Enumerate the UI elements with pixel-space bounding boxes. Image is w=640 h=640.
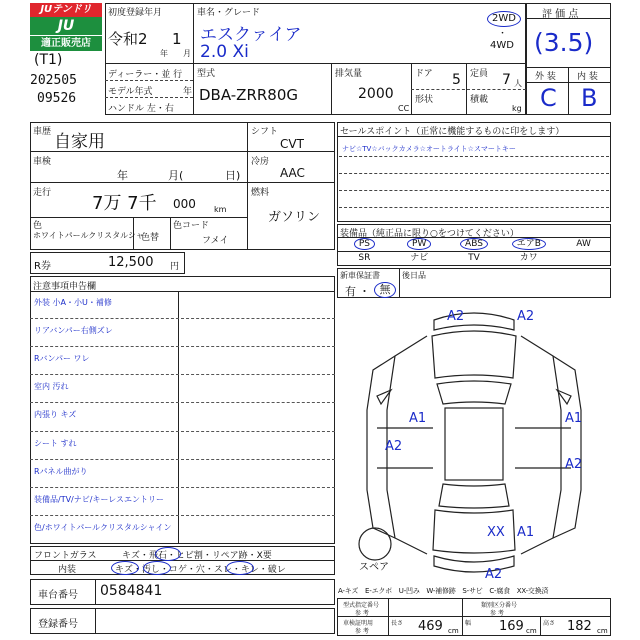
equipment-item: ナビ bbox=[410, 253, 429, 263]
eval-score: (3.5) bbox=[534, 28, 594, 57]
car-grade: 2.0 Xi bbox=[200, 42, 249, 62]
equipment-item: カワ bbox=[519, 253, 538, 263]
damage-mark: A1 bbox=[409, 411, 427, 426]
first-reg-month: 1 bbox=[172, 30, 182, 48]
ju-logo: JU bbox=[30, 17, 102, 35]
spare-label: スペア bbox=[359, 562, 389, 573]
front-glass-mark bbox=[155, 547, 181, 561]
height-value: 182 bbox=[567, 619, 592, 634]
cert-label: 車検証明用 bbox=[343, 620, 374, 627]
equipment-title: 装備品（純正品に限り○をつけてください） bbox=[340, 229, 519, 239]
damage-mark: A1 bbox=[565, 411, 583, 426]
equipment-item: TV bbox=[468, 253, 480, 263]
damage-mark: A2 bbox=[517, 309, 535, 324]
cert-ref: 参 考 bbox=[355, 628, 369, 635]
ac-value: AAC bbox=[280, 166, 305, 180]
damage-legend: A-キズ E-エクボ U-凹み W-補修跡 S-サビ C-腐食 XX-交換済 bbox=[338, 587, 549, 595]
month-mark: 月 bbox=[183, 49, 191, 58]
interior-mark-3 bbox=[226, 561, 254, 575]
first-reg-era: 令和2 bbox=[108, 30, 148, 48]
dealer-label: 適正販売店 bbox=[30, 35, 102, 51]
type-label: 型式 bbox=[197, 69, 216, 79]
chassis-label: 車台番号 bbox=[38, 590, 78, 601]
inspection-label: 車検 bbox=[33, 157, 52, 167]
door-label: ドア bbox=[415, 69, 433, 79]
interior-grade: B bbox=[581, 84, 598, 112]
note-line: Rバンパー ワレ bbox=[30, 347, 335, 375]
drive-4wd: 4WD bbox=[490, 40, 514, 51]
length-unit: cm bbox=[448, 627, 459, 635]
height-label: 高さ bbox=[543, 620, 556, 627]
model-number-label: 型式指定番号 bbox=[343, 602, 380, 609]
equipment-item: AW bbox=[576, 239, 591, 249]
capacity-label: 定員 bbox=[470, 69, 489, 79]
km-label: km bbox=[214, 205, 227, 214]
color-value: ホワイトパールクリスタルシャ bbox=[33, 231, 144, 240]
r-ticket-unit: 円 bbox=[170, 262, 180, 272]
color-code-value: フメイ bbox=[202, 236, 229, 246]
brand-logo-top: JUテンドリ bbox=[30, 3, 102, 17]
r-ticket-label: R券 bbox=[34, 261, 51, 272]
mileage-value: 7万 7千 bbox=[92, 193, 157, 214]
exterior-grade: C bbox=[540, 84, 557, 112]
ac-label: 冷房 bbox=[251, 157, 270, 167]
manual-label: 後日品 bbox=[402, 271, 426, 280]
notes-lines bbox=[30, 291, 335, 544]
inspection-day: 日) bbox=[225, 169, 241, 182]
usage-label: 車歴 bbox=[33, 127, 52, 137]
r-ticket-value: 12,500 bbox=[108, 255, 154, 270]
selling-points-title: セールスポイント（正常に機能するものに印をします） bbox=[340, 127, 565, 137]
equipment-item: PS bbox=[337, 238, 392, 251]
damage-mark: A2 bbox=[447, 309, 465, 324]
load-label: 積載 bbox=[470, 95, 489, 105]
equipment-item: ABS bbox=[447, 238, 502, 251]
length-value: 469 bbox=[418, 619, 443, 634]
kg-label: kg bbox=[512, 104, 522, 113]
interior-mark-1 bbox=[111, 561, 139, 575]
dealer-label: ディーラー・並 行 bbox=[108, 70, 183, 80]
chassis-value: 0584841 bbox=[100, 583, 163, 599]
displacement-value: 2000 bbox=[358, 86, 394, 102]
interior-label: 内 装 bbox=[577, 72, 598, 82]
interior-row-text: キズ・汚し・コゲ・穴・スレ・キレ・破レ bbox=[115, 565, 286, 575]
class-number-ref: 参 考 bbox=[490, 610, 504, 617]
width-value: 169 bbox=[499, 619, 524, 634]
width-unit: cm bbox=[526, 627, 537, 635]
equipment-row-1 bbox=[337, 238, 611, 251]
first-reg-label: 初度登録年月 bbox=[108, 8, 163, 18]
front-glass-text: キズ・飛石・ヒビ割・リペア跡・X要 bbox=[122, 551, 272, 561]
header-box bbox=[105, 3, 526, 115]
type-value: DBA-ZRR80G bbox=[199, 86, 299, 104]
interior-mark-2 bbox=[143, 561, 171, 575]
equipment-item-empty bbox=[556, 252, 611, 266]
damage-mark: A1 bbox=[517, 525, 535, 540]
lot-number-1: 202505 bbox=[30, 73, 77, 88]
car-name-label: 車名・グレード bbox=[197, 8, 261, 18]
selling-points-text: ナビ☆TV☆バックカメラ☆オートライト☆スマートキー bbox=[342, 145, 516, 153]
note-line: シート すれ bbox=[30, 432, 335, 460]
drive-dot: ・ bbox=[498, 29, 508, 39]
reg-label: 登録番号 bbox=[38, 619, 78, 630]
damage-mark: XX bbox=[487, 525, 505, 540]
displacement-label: 排気量 bbox=[335, 69, 363, 79]
year-mark: 年 bbox=[160, 49, 168, 58]
color-code-label: 色コード bbox=[173, 221, 210, 231]
interior-row-label: 内装 bbox=[58, 565, 77, 575]
equipment-item: PW bbox=[392, 238, 447, 251]
shift-label: シフト bbox=[251, 127, 279, 137]
car-name: エスクァイア bbox=[200, 25, 302, 45]
fuel-value: ガソリン bbox=[268, 210, 321, 225]
damage-mark: A2 bbox=[565, 457, 583, 472]
equipment-item: エアB bbox=[501, 238, 556, 251]
length-label: 長さ bbox=[391, 620, 404, 627]
eval-label: 評 価 点 bbox=[542, 9, 579, 20]
mileage-label: 走行 bbox=[33, 188, 52, 198]
equipment-item: SR bbox=[358, 253, 371, 263]
exterior-label: 外 装 bbox=[535, 72, 556, 82]
note-line: 内張り キズ bbox=[30, 403, 335, 431]
note-line: 室内 汚れ bbox=[30, 375, 335, 403]
docs-sep: ・ bbox=[359, 285, 370, 298]
capacity-unit: 人 bbox=[514, 79, 522, 88]
model-number-ref: 参 考 bbox=[355, 610, 369, 617]
notes-title: 注意事項申告欄 bbox=[33, 282, 97, 292]
model-year-label: モデル年式 bbox=[108, 87, 153, 97]
damage-mark: A2 bbox=[385, 439, 403, 454]
color-label: 色 bbox=[33, 221, 43, 231]
inspection-month: 月( bbox=[168, 169, 184, 182]
note-line: Rパネル曲がり bbox=[30, 460, 335, 488]
drive-2wd: 2WD bbox=[487, 11, 521, 27]
equipment-row-2 bbox=[337, 252, 611, 266]
docs-label: 新車保証書 bbox=[340, 271, 380, 280]
note-line: リアバンパー右側ズレ bbox=[30, 319, 335, 347]
inspection-year: 年 bbox=[117, 169, 128, 182]
cc-label: CC bbox=[398, 104, 410, 113]
door-value: 5 bbox=[452, 72, 461, 88]
fuel-label: 燃料 bbox=[251, 188, 270, 198]
note-line: 外装 小A・小U・補修 bbox=[30, 291, 335, 319]
handle-label: ハンドル 左・右 bbox=[108, 104, 174, 114]
shape-label: 形状 bbox=[415, 95, 434, 105]
mileage-sub: 000 bbox=[173, 197, 196, 211]
height-unit: cm bbox=[597, 627, 608, 635]
usage-value: 自家用 bbox=[54, 132, 105, 152]
docs-no: 無 bbox=[374, 282, 396, 298]
capacity-value: 7 bbox=[502, 72, 511, 88]
note-line: 装備品/TV/ナビ/キーレスエントリー bbox=[30, 488, 335, 516]
damage-mark: A2 bbox=[485, 567, 503, 582]
class-number-label: 類別区分番号 bbox=[481, 602, 518, 609]
car-diagram bbox=[337, 300, 611, 582]
width-label: 幅 bbox=[465, 620, 472, 627]
note-line: 色/ホワイトパールクリスタルシャイン bbox=[34, 522, 172, 532]
logo bbox=[30, 3, 102, 50]
lot-number-2: 09526 bbox=[37, 91, 77, 106]
color-change-label: 色替 bbox=[141, 233, 160, 243]
auction-code: (T1) bbox=[34, 52, 63, 68]
docs-yes: 有 bbox=[345, 285, 356, 298]
model-year-suffix: 年 bbox=[183, 87, 193, 97]
front-glass-label: フロントガラス bbox=[34, 551, 97, 561]
shift-value: CVT bbox=[280, 137, 304, 151]
